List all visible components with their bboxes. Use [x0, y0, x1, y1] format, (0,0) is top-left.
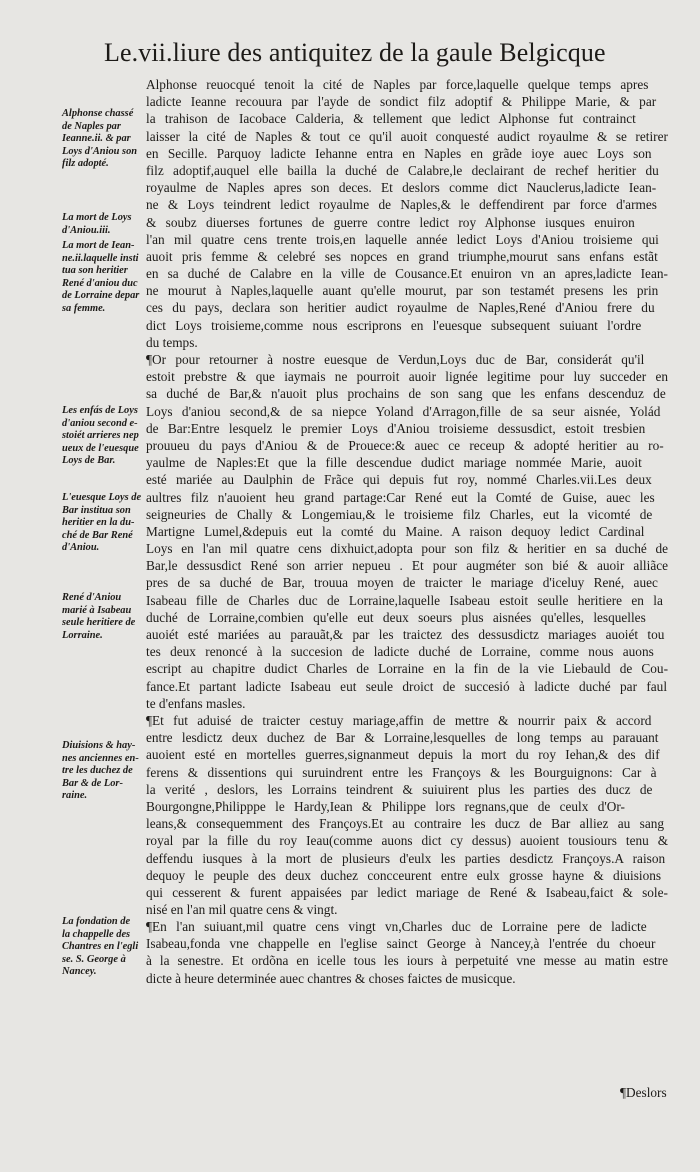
text-line: te d'enfans masles.: [146, 695, 246, 711]
text-line: ladicte Ieanne recouura par l'ayde de sondict filz adoptif & Philippe Marie, & par: [146, 94, 657, 110]
text-line: pres de sa duché de Bar, trouua moyen de traicter le mariage d'iceluy René, auec: [146, 575, 658, 591]
text-line: auoit pris femme & celebré ses nopces en grand triumphe,mourut sans enfans estãt: [146, 248, 658, 264]
text-line: Bar,le dessusdict René son arrier nepueu . Et pour augméter son bié & auoir alliãce: [146, 558, 669, 574]
text-line: estoit prebstre & que iaymais ne pourroit auoir lignée legitime pour luy succeder en: [146, 369, 669, 385]
margin-note: [62, 405, 146, 468]
margin-note-line: marié à Isabeau: [62, 604, 132, 616]
text-line: esté mariée au Daulphin de Frãce qui depuis fut roy, nommé Charles.vii.Les deux: [146, 472, 652, 488]
margin-note-line: René d'aniou duc: [62, 277, 138, 289]
text-line: Isabeau,fonda vne chappelle en l'eglise sainct George à Nancey,à l'entrée du choeur: [146, 936, 656, 952]
text-line: dequoy le peuple des deux duchez concceurent entre eulx grosse hayne & diuisions: [146, 867, 662, 883]
text-line: de Bar:Entre lesquelz le premier Loys d'Aniou troisieme dessusdict, estoit tresbien: [146, 420, 646, 436]
text-line: en Secille. Parquoy ladicte Iehanne entra en Naples en grãde ioye auec Loys son: [146, 145, 652, 161]
margin-note-line: d'Aniou.: [62, 542, 100, 554]
paragraph: [146, 918, 672, 987]
text-line: entre lesdictz deux duchez de Bar & Lorraine,lesquelles de long temps au parauant: [146, 730, 659, 746]
text-line: nisé en l'an mil quatre cens & vingt.: [146, 902, 338, 918]
text-line: ¶En l'an suiuant,mil quatre cens vingt vn,Charles duc de Lorraine pere de ladicte: [146, 919, 647, 934]
margin-note-line: seule heritiere de: [62, 617, 136, 629]
margin-note-line: d'aniou second e-: [62, 417, 138, 429]
text-line: Martigne Lumel,&depuis eut la comté du Maine. A raison dequoy ledict Cardinal: [146, 523, 645, 539]
margin-note-line: Nancey.: [62, 966, 97, 978]
margin-note: [62, 592, 146, 642]
text-line: leans,& consequemment des Françoys.Et au contraire les ducz de Bar alliez au sang: [146, 816, 665, 832]
text-line: du temps.: [146, 334, 198, 350]
margin-note-line: La fondation de: [62, 916, 131, 927]
text-line: Alphonse reuocqué tenoit la cité de Naples par force,laquelle quelque temps apres: [146, 77, 649, 92]
text-line: ces du pays, declara son heritier audict royaulme de Naples,René d'Aniou frere du: [146, 300, 655, 316]
margin-note-line: ché de Bar René: [62, 529, 133, 541]
margin-note-line: La mort de Iean-: [62, 240, 135, 251]
text-line: Isabeau fille de Charles duc de Lorraine,laquelle Isabeau estoit seulle heritiere en la: [146, 592, 663, 608]
margin-note: [62, 916, 146, 979]
catchword: ¶Deslors: [620, 1085, 667, 1100]
text-line: dicte à heure determinée auec chantres & choses faictes de musicque.: [146, 970, 516, 986]
margin-note-line: Ieanne.ii. & par: [62, 133, 131, 145]
text-line: à la senestre. Et ordõna en icelle tous les iours à perpetuité vne messe au matin estre: [146, 953, 669, 969]
text-line: Loys en l'an mil quatre cens dixhuict,adopta pour son filz & heritier en sa duché de: [146, 541, 669, 557]
text-line: royal par la fille du roy Ieau(comme auons dict cy dessus) auoient tousiours tenu &: [146, 833, 669, 849]
text-line: tes deux renoncé à la succesion de ladicte duché de Lorraine, comme nous auons: [146, 644, 654, 660]
text-line: ¶Or pour retourner à nostre euesque de Verdun,Loys duc de Bar, considerát qu'il: [146, 352, 645, 367]
margin-note-line: Bar institua son: [62, 504, 131, 516]
margin-note-line: Lorraine.: [62, 629, 103, 641]
text-line: ne mourut à Naples,laquelle auant qu'elle mourut, par son testamét presens les prin: [146, 283, 659, 299]
margin-note-line: stoiét arrieres nep: [62, 430, 139, 442]
text-line: dict Loys troisieme,comme nous escriprons en l'euesque subsequent suiuant l'ordre: [146, 317, 642, 333]
text-line: filz adoptif,auquel elle bailla la duché de Calabre,le declairant de rechef heritier du: [146, 162, 659, 178]
margin-note-line: sa femme.: [62, 302, 106, 314]
margin-note-line: heritier en la du-: [62, 517, 135, 529]
margin-note-line: L'euesque Loys de: [62, 492, 142, 503]
paragraph: [146, 351, 672, 712]
margin-note-line: René d'Aniou: [62, 592, 122, 603]
margin-note-line: nes anciennes en-: [62, 752, 139, 764]
text-line: & soubz diuerses fortunes de guerre contre ledict roy Alphonse iusques enuiron: [146, 214, 635, 230]
text-line: auoiét esté mariées au parauãt,& par les traictez des dessusdictz mariages auoiét tou: [146, 627, 665, 642]
margin-note-line: Les enfás de Loys: [62, 405, 138, 416]
text-line: aultres filz n'auoient heu grand partage:Car René eut la Comté de Guise, auec les: [146, 489, 655, 505]
text-line: sa duché de Bar,& n'auoit plus prochains de son sang que les enfans descenduz de: [146, 386, 666, 402]
margin-note-line: Diuisions & hay-: [62, 740, 136, 751]
text-line: ne & Loys teindrent ledict royaulme de Naples,& le deffendirent par force d'armes: [146, 197, 657, 213]
text-line: ferens & dissentions qui suruindrent entre les Françoys & les Bourguignons: Car à: [146, 764, 657, 780]
margin-note: [62, 108, 146, 171]
margin-note-line: filz adopté.: [62, 158, 109, 170]
text-line: laisser la cité de Naples & tout ce qu'il auoit conquesté audict royaulme & se retirer: [146, 128, 668, 144]
margin-note-line: se. S. George à: [62, 953, 126, 965]
text-line: auoient esté en mortelles guerres,signanmeut depuis la mort du roy Iehan,& des dif: [146, 747, 660, 763]
margin-note-line: tre les duchez de: [62, 765, 133, 777]
margin-note: [62, 492, 146, 555]
paragraph: [146, 76, 672, 351]
margin-note: [62, 240, 146, 316]
text-line: qui cesserent & furent appaisées par ledict mariage de René & Isabeau,faict & sole-: [146, 884, 668, 900]
text-line: la trahison de Iacobace Calderia, & tellement que ledict Alphonse fut contrainct: [146, 111, 636, 127]
margin-note-line: La mort de Loys: [62, 212, 132, 223]
text-line: yaulme de Naples:Et que la fille descendue dudict mariage nommée Marie, auoit: [146, 455, 642, 471]
margin-note-line: ne.ii.laquelle insti: [62, 252, 139, 264]
text-line: la verité , deslors, les Lorrains teindrent & suiuirent plus les parties des ducz de: [146, 781, 653, 797]
text-line: fance.Et partant ladicte Isabeau eut seule droict de succesió à ladicte duché par faul: [146, 678, 668, 694]
running-title: Le.vii.liure des antiquitez de la gaule Belgicque: [104, 38, 606, 67]
margin-note-line: Loys de Bar.: [62, 455, 116, 467]
text-line: royaulme de Naples apres son deces. Et deslors comme dict Nauclerus,ladicte Iean-: [146, 180, 657, 196]
text-line: duché de Lorraine,combien qu'elle eut deux soeurs plus aisnées qu'elles, lesquelles: [146, 609, 646, 625]
text-line: deffendu iusques à la mort de plusieurs d'eulx les parties desdictz Françoys.A raison: [146, 850, 666, 866]
margin-note-line: de Naples par: [62, 120, 121, 132]
margin-note-line: tua son heritier: [62, 265, 128, 277]
margin-note-line: Chantres en l'egli: [62, 941, 139, 953]
text-line: ¶Et fut aduisé de traicter cestuy mariage,affin de mettre & nourrir paix & accord: [146, 713, 652, 728]
text-line: Bourgongne,Philipppe le Hardy,Iean & Philippe lors regnans,que de ceulx d'Or-: [146, 798, 625, 814]
margin-note: [62, 740, 146, 803]
paragraph: [146, 712, 672, 918]
text-line: prouueu du pays d'Aniou & de Prouece:& auec ce receup & adopté heritier au ro-: [146, 437, 664, 453]
margin-note: [62, 212, 146, 237]
margin-note-line: de Lorraine depar: [62, 290, 140, 302]
margin-note-line: ueux de l'euesque: [62, 442, 139, 454]
text-line: l'an mil quatre cens trente trois,en laquelle année ledict Loys d'Aniou troisieme qui: [146, 231, 659, 247]
margin-note-line: Alphonse chassé: [62, 108, 134, 119]
margin-note-line: la chappelle des: [62, 928, 131, 940]
margin-note-line: d'Aniou.iii.: [62, 224, 111, 236]
margin-note-line: Bar & de Lor-: [62, 777, 123, 789]
text-line: Loys d'aniou second,& de sa niepce Yoland d'Arragon,fille de sa seur aisnée, Yolád: [146, 403, 661, 419]
margin-note-line: raine.: [62, 790, 88, 802]
text-line: seigneuries de Chally & Longemiau,& le troisieme filz Charles, eut la vicomté de: [146, 506, 653, 522]
margin-note-line: Loys d'Aniou son: [62, 145, 138, 157]
text-line: escript au chapitre dudict Charles de Lorraine en la fin de la vie Liebauld de Cou-: [146, 661, 669, 677]
text-line: en sa duché de Calabre en la ville de Cousance.Et enuiron vn an apres,ladicte Iean-: [146, 266, 668, 282]
